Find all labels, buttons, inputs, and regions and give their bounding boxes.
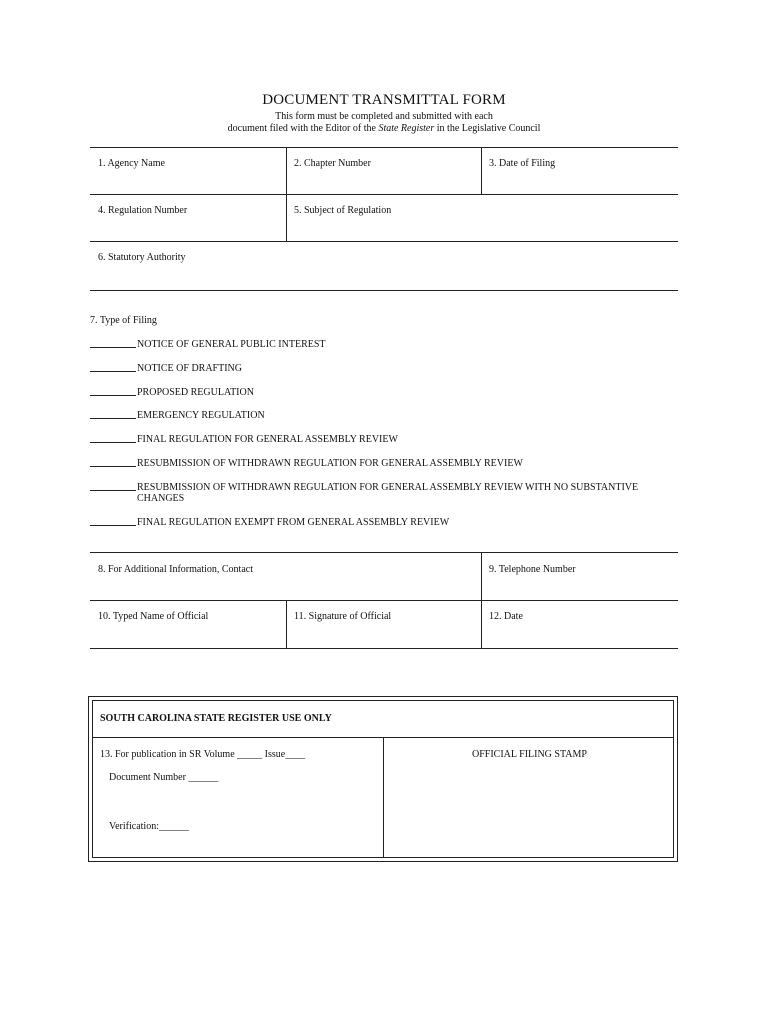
telephone-field[interactable]: 9. Telephone Number <box>489 564 576 575</box>
filing-option[interactable] <box>90 434 677 446</box>
document-number[interactable]: Document Number ______ <box>109 772 219 783</box>
chapter-number-field[interactable]: 2. Chapter Number <box>294 158 371 169</box>
official-filing-stamp-label: OFFICIAL FILING STAMP <box>472 749 587 760</box>
contact-field[interactable]: 8. For Additional Information, Contact <box>98 564 253 575</box>
verification[interactable]: Verification:______ <box>109 821 189 832</box>
filing-checkbox-blank[interactable] <box>90 339 136 348</box>
filing-option-label: FINAL REGULATION FOR GENERAL ASSEMBLY REVIEW <box>137 434 398 445</box>
filing-option[interactable] <box>90 387 677 399</box>
statutory-authority-field[interactable]: 6. Statutory Authority <box>98 252 186 263</box>
rule-row2 <box>90 194 678 195</box>
publication-volume-issue[interactable]: 13. For publication in SR Volume _____ Issue____ <box>100 749 306 760</box>
filing-checkbox-blank[interactable] <box>90 363 136 372</box>
rule-top <box>90 147 678 148</box>
date-field[interactable]: 12. Date <box>489 611 523 622</box>
register-box-heading: SOUTH CAROLINA STATE REGISTER USE ONLY <box>100 713 332 724</box>
rule-contact-bottom <box>90 648 678 649</box>
filing-option-label: RESUBMISSION OF WITHDRAWN REGULATION FOR GENERAL ASSEMBLY REVIEW <box>137 458 523 469</box>
register-box-divider <box>383 737 384 858</box>
typed-name-field[interactable]: 10. Typed Name of Official <box>98 611 209 622</box>
filing-option[interactable] <box>90 517 677 529</box>
filing-checkbox-blank[interactable] <box>90 517 136 526</box>
filing-checkbox-blank[interactable] <box>90 434 136 443</box>
rule-row4 <box>90 290 678 291</box>
filing-option[interactable] <box>90 339 677 351</box>
filing-option[interactable] <box>90 363 677 375</box>
divider-8-9 <box>481 552 482 648</box>
filing-option-label: RESUBMISSION OF WITHDRAWN REGULATION FOR GENERAL ASSEMBLY REVIEW WITH NO SUBSTANTIVE CHANGES <box>137 482 639 504</box>
subject-of-regulation-field[interactable]: 5. Subject of Regulation <box>294 205 392 216</box>
divider-10-11 <box>286 600 287 648</box>
agency-name-field[interactable]: 1. Agency Name <box>98 158 165 169</box>
divider-2-3 <box>481 147 482 194</box>
filing-option[interactable] <box>90 458 677 470</box>
filing-checkbox-blank[interactable] <box>90 410 136 419</box>
filing-checkbox-blank[interactable] <box>90 458 136 467</box>
subtitle-text-post: in the Legislative Council <box>434 123 541 134</box>
divider-1-2 <box>286 147 287 241</box>
filing-option-label: NOTICE OF DRAFTING <box>137 363 242 374</box>
form-title: DOCUMENT TRANSMITTAL FORM <box>262 92 506 108</box>
date-of-filing-field[interactable]: 3. Date of Filing <box>489 158 556 169</box>
form-subtitle-line1: This form must be completed and submitted with each <box>275 111 493 122</box>
filing-option-label: FINAL REGULATION EXEMPT FROM GENERAL ASSEMBLY REVIEW <box>137 517 450 528</box>
filing-checkbox-blank[interactable] <box>90 387 136 396</box>
filing-option-label: PROPOSED REGULATION <box>137 387 254 398</box>
rule-contact-mid <box>90 600 678 601</box>
form-subtitle-line2 <box>0 123 768 135</box>
filing-checkbox-blank[interactable] <box>90 482 136 491</box>
rule-row3 <box>90 241 678 242</box>
state-register-emphasis: State Register <box>378 123 435 134</box>
signature-field[interactable]: 11. Signature of Official <box>294 611 392 622</box>
regulation-number-field[interactable]: 4. Regulation Number <box>98 205 188 216</box>
rule-contact-top <box>90 552 678 553</box>
type-of-filing-label: 7. Type of Filing <box>90 315 157 326</box>
filing-option[interactable] <box>90 410 677 422</box>
subtitle-text-pre: document filed with the Editor of the <box>227 123 379 134</box>
filing-option-label: EMERGENCY REGULATION <box>137 410 265 421</box>
filing-option[interactable] <box>90 482 657 504</box>
filing-option-label: NOTICE OF GENERAL PUBLIC INTEREST <box>137 339 326 350</box>
